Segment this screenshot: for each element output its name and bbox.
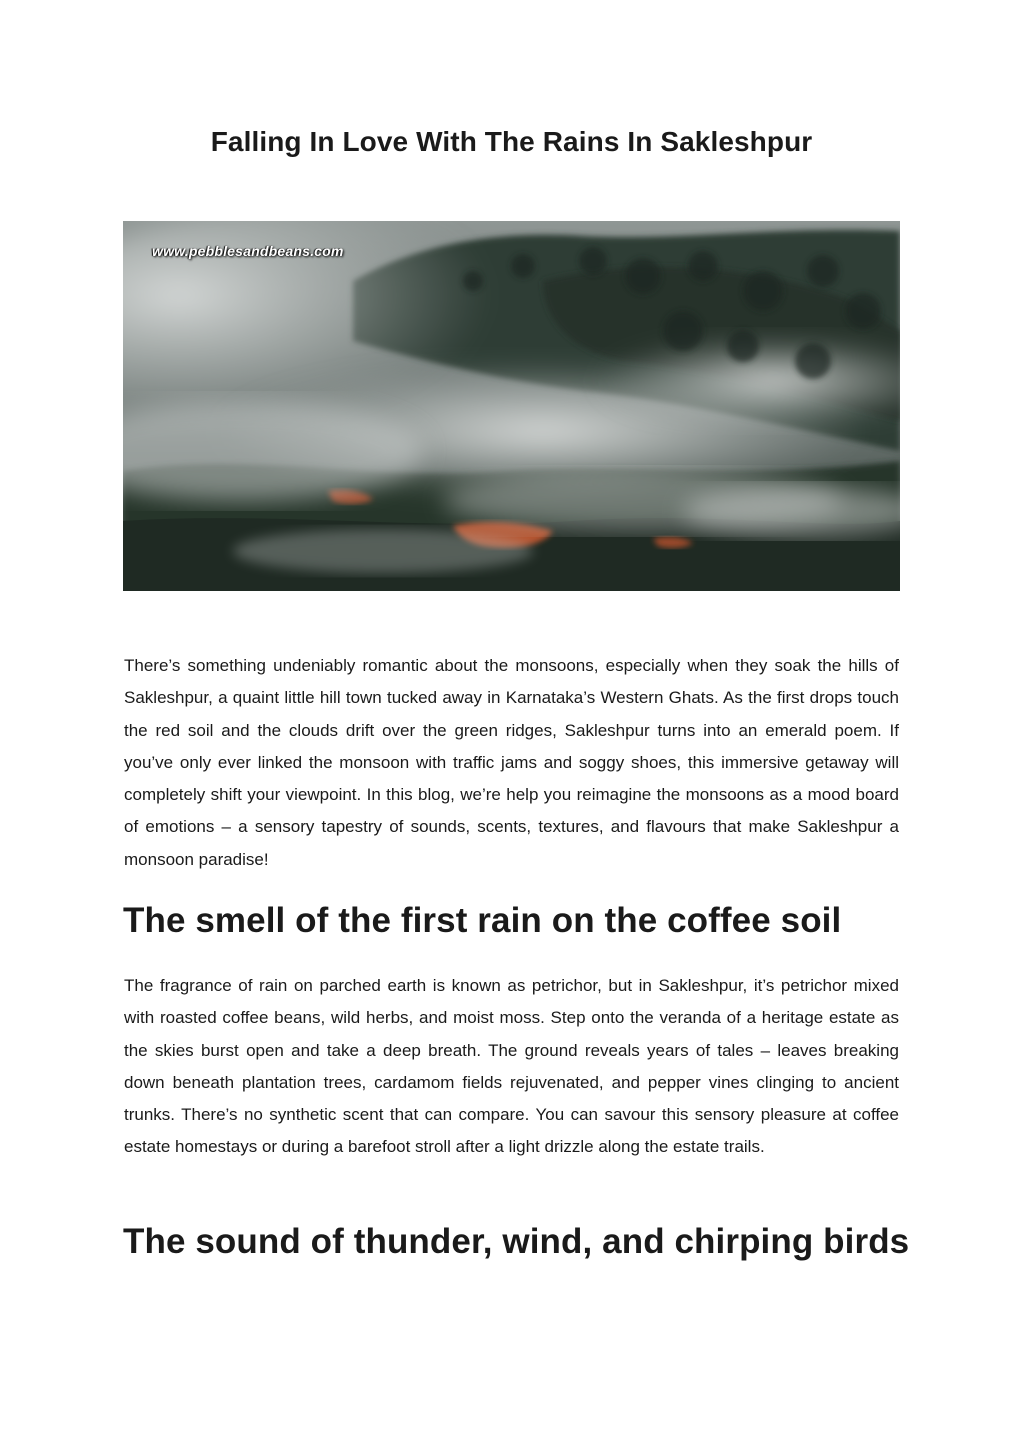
section-heading-sound: The sound of thunder, wind, and chirping birds bbox=[123, 1222, 910, 1261]
image-watermark: www.pebblesandbeans.com bbox=[152, 243, 344, 259]
page-title: Falling In Love With The Rains In Sakleshpur bbox=[210, 126, 813, 157]
hero-image bbox=[123, 221, 900, 591]
intro-paragraph: There’s something undeniably romantic about the monsoons, especially when they soak the hills of Sakleshpur, a quaint little hill town tucked away in Karnataka’s Western Ghats. As the first drops touch the red soil and the clouds drift over the green ridges, Sakleshpur turns into an emerald poem. If you’ve only ever linked the monsoon with traffic jams and soggy shoes, this immersive getaway will completely shift your viewpoint. In this blog, we’re help you reimagine the monsoons as a mood board of emotions – a sensory tapestry of sounds, scents, textures, and flavours that make Sakleshpur a monsoon paradise! bbox=[124, 656, 899, 869]
section-paragraph-smell: The fragrance of rain on parched earth is known as petrichor, but in Sakleshpur, it’s petrichor mixed with roasted coffee beans, wild herbs, and moist moss. Step onto the veranda of a heritage estate as the skies burst open and take a deep breath. The ground reveals years of tales – leaves breaking down beneath plantation trees, cardamom fields rejuvenated, and pepper vines clinging to ancient trunks. There’s no synthetic scent that can compare. You can savour this sensory pleasure at coffee estate homestays or during a barefoot stroll after a light drizzle along the estate trails. bbox=[124, 976, 899, 1157]
section-heading-smell: The smell of the first rain on the coffee soil bbox=[123, 901, 842, 940]
misty-hills-photo bbox=[123, 221, 900, 591]
